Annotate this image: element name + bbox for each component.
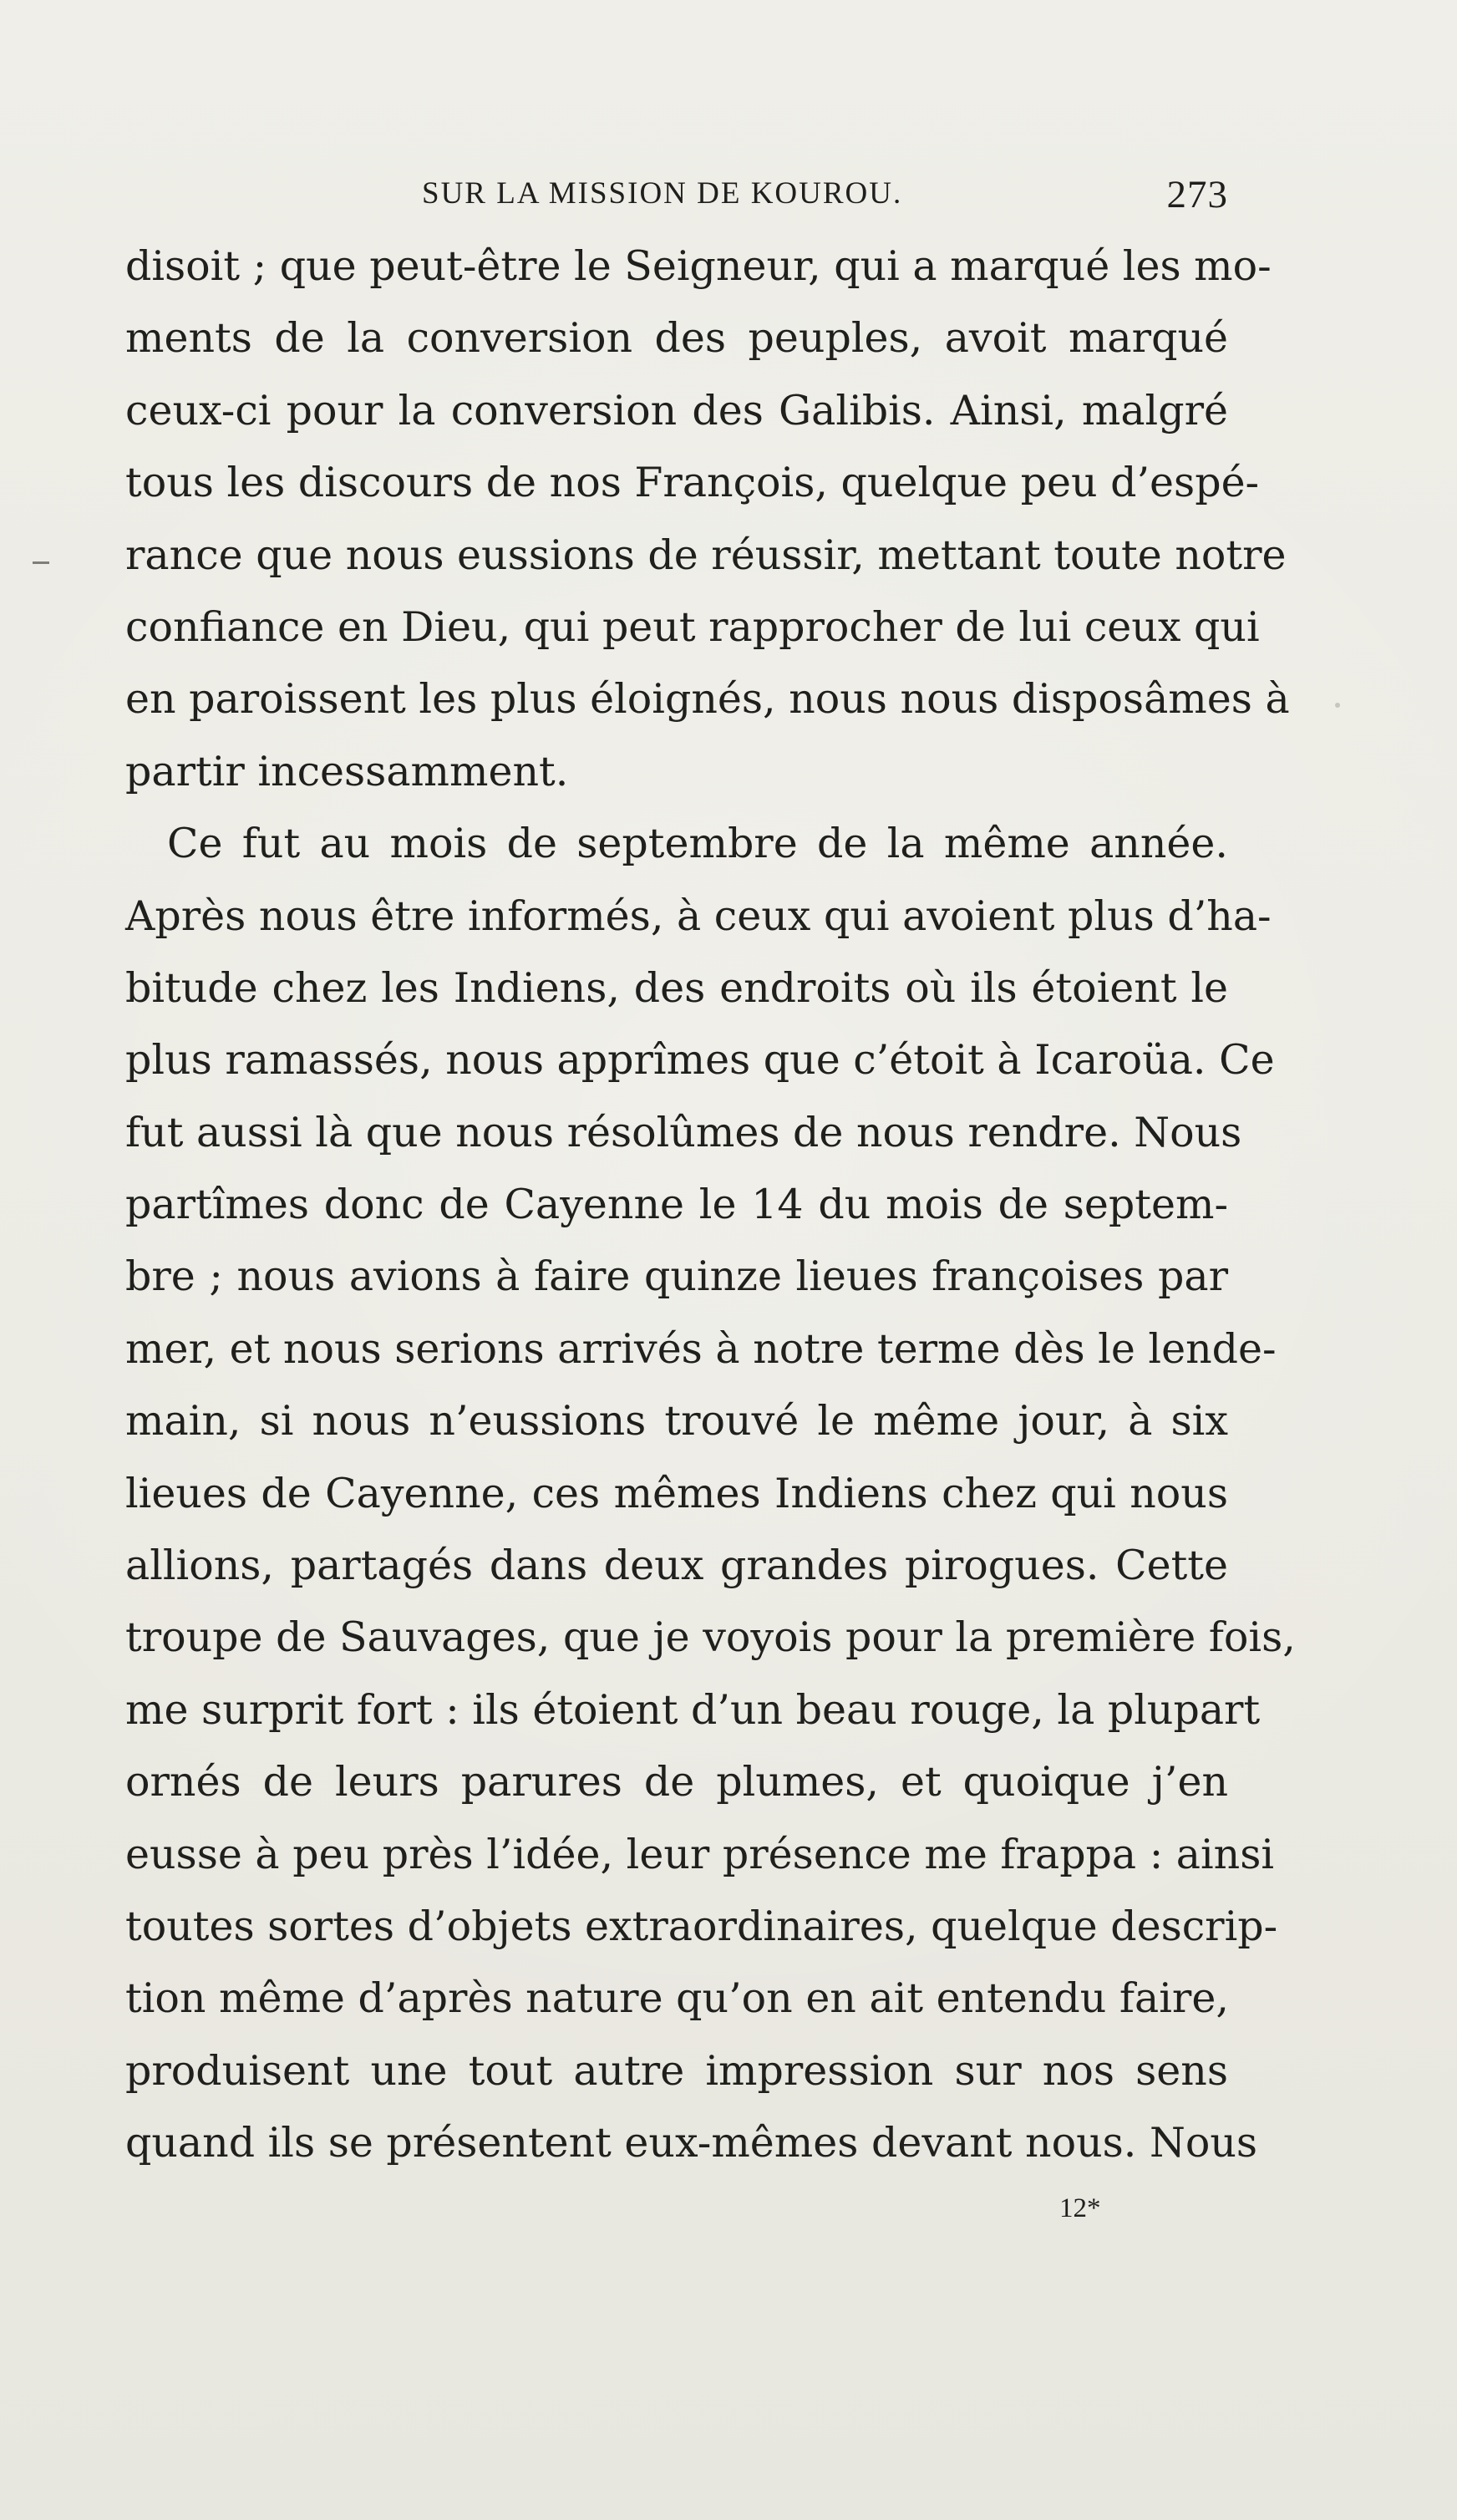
running-header: [125, 172, 1228, 222]
paragraph-end-line: partir incessamment.: [125, 747, 569, 795]
running-head-title: SUR LA MISSION DE KOUROU.: [422, 176, 903, 211]
paragraph-start-line: Ce fut au mois de septembre de la même année.: [167, 820, 1228, 868]
text-line: fut aussi là que nous résolûmes de nous rendre. Nous: [125, 1108, 1242, 1156]
text-line: disoit ; que peut-être le Seigneur, qui a marqué les mo-: [125, 242, 1272, 290]
text-line: Après nous être informés, à ceux qui avoient plus d’ha-: [125, 892, 1272, 940]
text-line: me surprit fort : ils étoient d’un beau rouge, la plupart: [125, 1685, 1261, 1734]
text-line: troupe de Sauvages, que je voyois pour la première fois,: [125, 1613, 1296, 1662]
signature-mark: 12*: [1059, 2193, 1101, 2223]
paper-speck: [1335, 703, 1340, 708]
text-line: tous les discours de nos François, quelque peu d’espé-: [125, 459, 1260, 507]
margin-mark: [33, 561, 49, 564]
text-line: produisent une tout autre impression sur nos sens: [125, 2046, 1228, 2095]
text-line: partîmes donc de Cayenne le 14 du mois de septem-: [125, 1181, 1228, 1229]
text-line: mer, et nous serions arrivés à notre terme dès le lende-: [125, 1324, 1277, 1373]
text-line: eusse à peu près l’idée, leur présence me frappa : ainsi: [125, 1830, 1275, 1878]
text-line: quand ils se présentent eux-mêmes devant nous. Nous: [125, 2119, 1258, 2167]
text-line: ments de la conversion des peuples, avoit marqué: [125, 314, 1228, 363]
text-line: allions, partagés dans deux grandes pirogues. Cette: [125, 1542, 1228, 1590]
text-line: bitude chez les Indiens, des endroits où ils étoient le: [125, 963, 1228, 1012]
page-number: 273: [1166, 173, 1228, 216]
text-line: rance que nous eussions de réussir, mettant toute notre: [125, 531, 1287, 579]
text-line: confiance en Dieu, qui peut rapprocher de lui ceux qui: [125, 602, 1260, 651]
text-line: lieues de Cayenne, ces mêmes Indiens chez qui nous: [125, 1469, 1228, 1517]
text-line: main, si nous n’eussions trouvé le même jour, à six: [125, 1397, 1228, 1445]
text-line: plus ramassés, nous apprîmes que c’étoit à Icaroüa. Ce: [125, 1036, 1275, 1085]
text-line: ceux-ci pour la conversion des Galibis. Ainsi, malgré: [125, 386, 1228, 434]
text-line: ornés de leurs parures de plumes, et quoique j’en: [125, 1758, 1228, 1806]
text-line: bre ; nous avions à faire quinze lieues françoises par: [125, 1252, 1228, 1301]
text-line: toutes sortes d’objets extraordinaires, quelque descrip-: [125, 1902, 1278, 1950]
text-line: tion même d’après nature qu’on en ait entendu faire,: [125, 1974, 1229, 2023]
text-line: en paroissent les plus éloignés, nous nous disposâmes à: [125, 675, 1290, 724]
main-text: [125, 231, 1296, 2180]
